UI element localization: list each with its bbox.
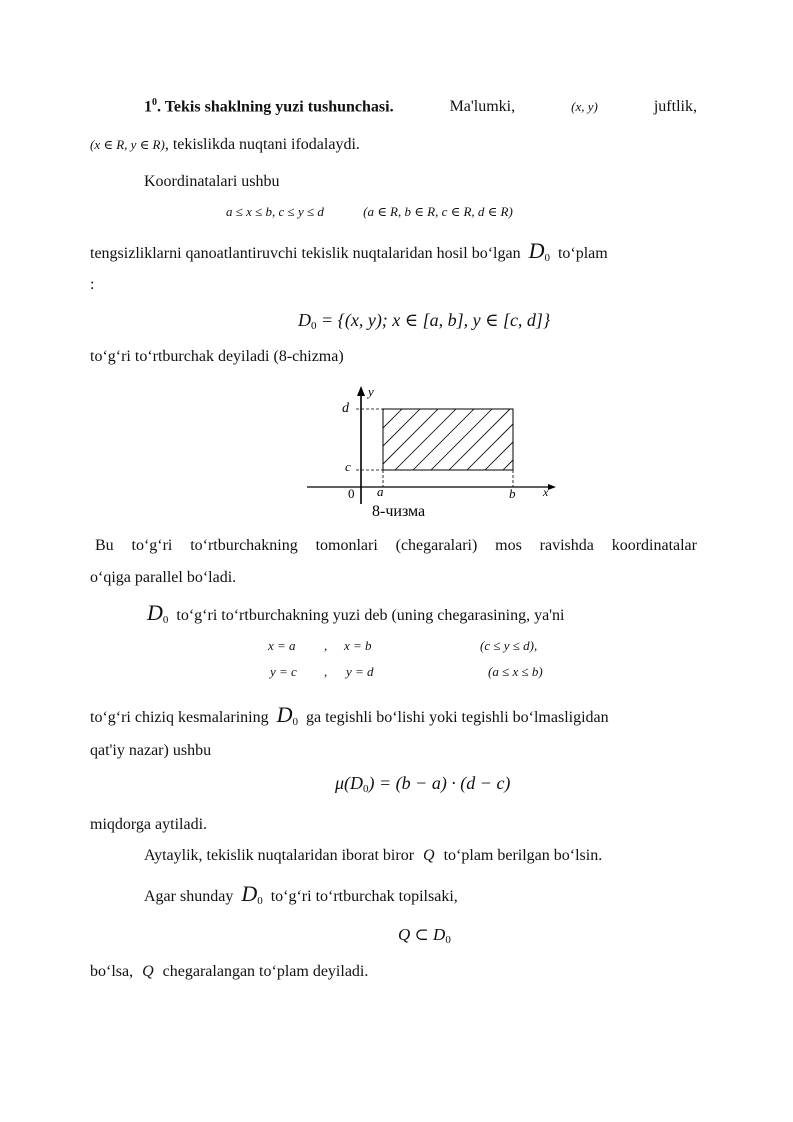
text-span: , tekislikda nuqtani ifodalaydi. bbox=[164, 136, 360, 153]
symbol: Q bbox=[142, 963, 154, 980]
formula: y = d bbox=[346, 664, 374, 679]
text-line: : bbox=[90, 276, 95, 293]
rectangle-figure bbox=[0, 382, 793, 522]
text-line bbox=[147, 600, 565, 630]
subscript: 0 bbox=[257, 895, 263, 907]
inequality-right: (a ∈ R, b ∈ R, c ∈ R, d ∈ R) bbox=[363, 204, 513, 219]
y-axis-arrow bbox=[357, 386, 365, 396]
hatching bbox=[323, 409, 564, 470]
text-span: to‘g‘ri to‘rtburchak topilsaki, bbox=[270, 888, 458, 905]
text-line bbox=[90, 135, 360, 155]
x-axis-label: x bbox=[543, 485, 549, 499]
section-title bbox=[144, 97, 394, 116]
text-span: bo‘lsa, bbox=[90, 963, 134, 980]
boundary-formula-row1 bbox=[268, 636, 588, 656]
b-label: b bbox=[509, 486, 516, 501]
symbol: D bbox=[241, 881, 258, 906]
formula: μ(D bbox=[335, 773, 364, 793]
d-label: d bbox=[342, 401, 349, 416]
subscript: 0 bbox=[363, 783, 369, 795]
set-definition-formula bbox=[298, 310, 550, 336]
formula: x = a bbox=[268, 638, 296, 653]
set-symbol bbox=[147, 600, 168, 625]
word: tomonlari bbox=[315, 537, 378, 554]
boundary-formula-row2 bbox=[270, 662, 590, 682]
formula: ) = (b − a) · (d − c) bbox=[368, 773, 511, 793]
text-span: Aytaylik, tekislik nuqtalaridan iborat biror bbox=[144, 847, 415, 864]
set-symbol bbox=[241, 881, 262, 906]
section-sup: 0 bbox=[152, 97, 157, 108]
text-span: chegaralangan to‘plam deyiladi. bbox=[162, 963, 369, 980]
subscript: 0 bbox=[292, 716, 298, 728]
y-axis-label: y bbox=[368, 384, 374, 399]
word: to‘g‘ri bbox=[131, 537, 173, 554]
formula: y = c bbox=[270, 664, 297, 679]
word: ravishda bbox=[539, 537, 594, 554]
word: (chegaralari) bbox=[395, 537, 478, 554]
word: mos bbox=[495, 537, 522, 554]
subscript: 0 bbox=[311, 320, 317, 332]
text-span: Agar shunday bbox=[144, 888, 234, 905]
inequality-left: a ≤ x ≤ b, c ≤ y ≤ d bbox=[226, 204, 324, 219]
text-line bbox=[144, 846, 602, 866]
text-line bbox=[90, 238, 608, 268]
x-axis-arrow bbox=[548, 484, 556, 490]
a-label: a bbox=[377, 484, 384, 499]
text-span: to‘g‘ri chiziq kesmalarining bbox=[90, 709, 269, 726]
section-number: 1 bbox=[144, 98, 152, 116]
origin-label: 0 bbox=[348, 486, 355, 501]
paragraph-line bbox=[95, 537, 697, 555]
text-span: tengsizliklarni qanoatlantiruvchi tekislik nuqtalaridan hosil bo‘lgan bbox=[90, 245, 521, 262]
inline-formula: (x ∈ R, y ∈ R) bbox=[90, 137, 165, 152]
word: Bu bbox=[95, 537, 114, 554]
word: koordinatalar bbox=[611, 537, 697, 554]
formula: x = b bbox=[344, 638, 372, 653]
text-line: Koordinatalari ushbu bbox=[144, 173, 280, 190]
rectangle-d0 bbox=[383, 409, 513, 470]
heading-line bbox=[144, 97, 697, 116]
subscript: 0 bbox=[445, 934, 451, 946]
text-span: to‘plam bbox=[557, 245, 608, 262]
c-label: c bbox=[345, 459, 351, 474]
text-line: o‘qiga parallel bo‘ladi. bbox=[90, 569, 237, 586]
inequality-formula bbox=[226, 202, 513, 222]
symbol: Q bbox=[423, 847, 435, 864]
formula: (c ≤ y ≤ d), bbox=[480, 638, 538, 653]
symbol: D bbox=[298, 310, 311, 330]
heading-word: juftlik, bbox=[653, 98, 697, 116]
subset-formula bbox=[398, 925, 451, 950]
subscript: 0 bbox=[162, 614, 169, 626]
text-line: qat'iy nazar) ushbu bbox=[90, 742, 212, 759]
subscript: 0 bbox=[544, 252, 550, 264]
text-span: to‘g‘ri to‘rtburchakning yuzi deb (uning chegarasining, ya'ni bbox=[176, 607, 565, 624]
heading-word: Ma'lumki, bbox=[449, 98, 516, 116]
set-symbol bbox=[529, 238, 550, 263]
set-symbol bbox=[277, 702, 298, 727]
separator: , bbox=[324, 638, 328, 653]
formula: (a ≤ x ≤ b) bbox=[488, 664, 543, 679]
separator: , bbox=[324, 664, 328, 679]
symbol: D bbox=[528, 238, 545, 263]
figure-caption: 8-чизма bbox=[372, 503, 426, 520]
text-span: to‘plam berilgan bo‘lsin. bbox=[443, 847, 603, 864]
symbol: D bbox=[147, 600, 163, 625]
text-span: ga tegishli bo‘lishi yoki tegishli bo‘lmasligidan bbox=[306, 709, 609, 726]
text-line: to‘g‘ri to‘rtburchak deyiladi (8-chizma) bbox=[90, 348, 344, 365]
word: to‘rtburchakning bbox=[190, 537, 298, 554]
text-line bbox=[144, 881, 458, 911]
text-line: miqdorga aytiladi. bbox=[90, 816, 208, 833]
measure-formula bbox=[335, 773, 510, 799]
text-line bbox=[90, 702, 609, 732]
section-title-text: . Tekis shaklning yuzi tushunchasi. bbox=[157, 98, 394, 116]
symbol: D bbox=[276, 702, 293, 727]
pair-formula: (x, y) bbox=[571, 99, 598, 115]
formula: Q ⊂ D bbox=[398, 925, 446, 944]
formula-rest: = {(x, y); x ∈ [a, b], y ∈ [c, d]} bbox=[321, 310, 551, 330]
text-line bbox=[90, 962, 368, 982]
